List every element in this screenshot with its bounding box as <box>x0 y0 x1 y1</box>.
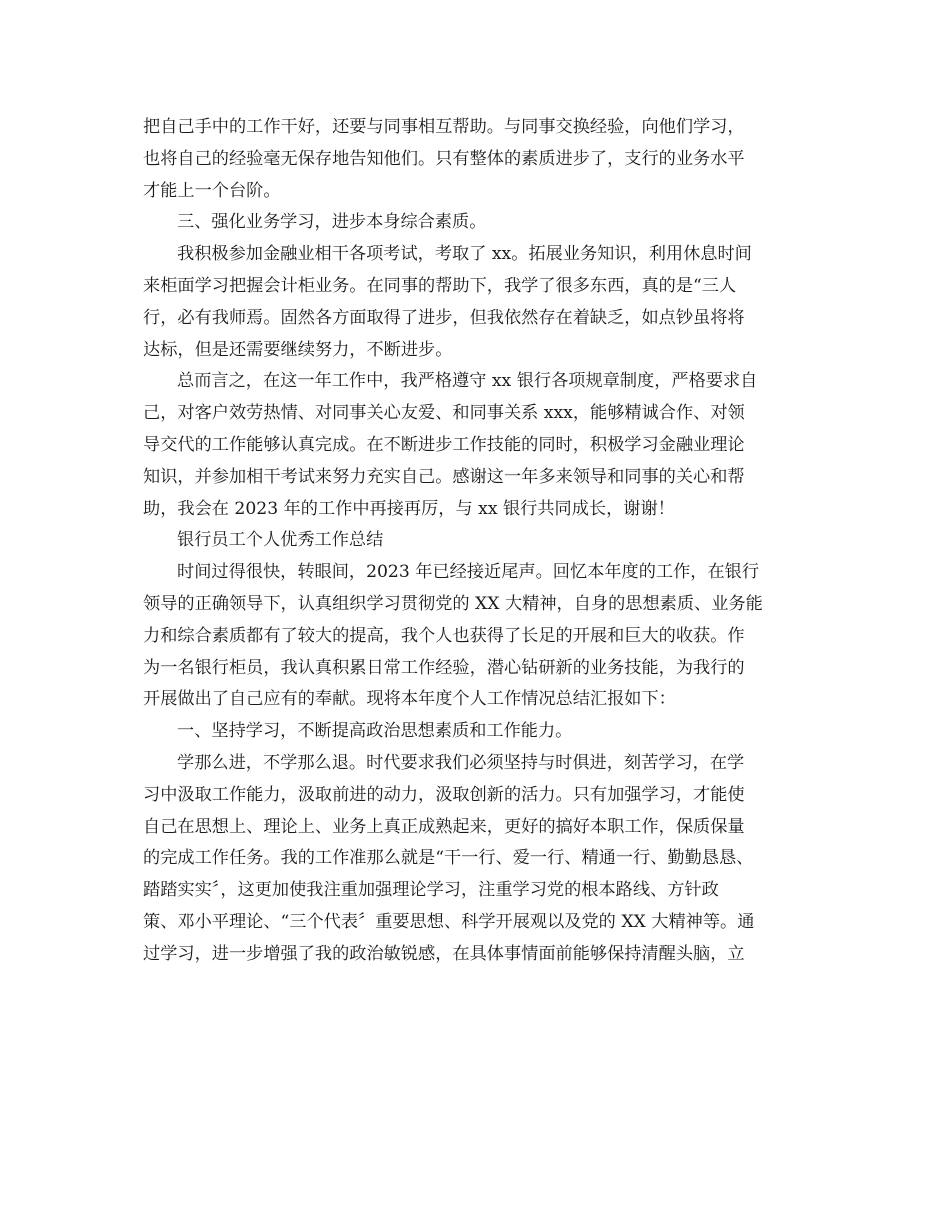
text-line: 开展做出了自己应有的奉献。现将本年度个人工作情况总结汇报如下： <box>143 689 676 710</box>
text-line: 自己在思想上、理论上、业务上真正成熟起来，更好的搞好本职工作，保质保量 <box>143 816 745 837</box>
text-line: 把自己手中的工作干好，还要与同事相互帮助。与同事交换经验，向他们学习， <box>143 117 745 137</box>
text-line: 踏踏实实〞，这更加使我注重加强理论学习，注重学习党的根本路线、方针政 <box>143 880 719 901</box>
text-line: 领导的正确领导下，认真组织学习贯彻党的 XX 大精神，自身的思想素质、业务能 <box>143 593 763 614</box>
text-line: 三、强化业务学习，进步本身综合素质。 <box>177 212 487 233</box>
text-line: 来柜面学习把握会计柜业务。在同事的帮助下，我学了很多东西，真的是“三人 <box>143 275 737 296</box>
text-line: 一、坚持学习，不断提高政治思想素质和工作能力。 <box>177 721 573 742</box>
text-line: 导交代的工作能够认真完成。在不断进步工作技能的同时，积极学习金融业理论 <box>143 434 745 455</box>
text-line: 为一名银行柜员，我认真积累日常工作经验，潜心钻研新的业务技能，为我行的 <box>143 657 745 678</box>
text-line: 力和综合素质都有了较大的提高，我个人也获得了长足的开展和巨大的收获。作 <box>143 625 745 646</box>
text-line: 过学习，进一步增强了我的政治敏锐感，在具体事情面前能够保持清醒头脑，立 <box>143 943 745 964</box>
text-line: 知识，并参加相干考试来努力充实自己。感谢这一年多来领导和同事的关心和帮 <box>143 466 745 487</box>
text-line: 的完成工作任务。我的工作准那么就是“干一行、爱一行、精通一行、勤勤恳恳、 <box>143 848 754 869</box>
text-line: 行，必有我师焉。固然各方面取得了进步，但我依然存在着缺乏，如点钞虽将将 <box>143 307 745 328</box>
text-line: 也将自己的经验毫无保存地告知他们。只有整体的素质进步了，支行的业务水平 <box>143 148 745 169</box>
text-line: 学那么进，不学那么退。时代要求我们必须坚持与时俱进，刻苦学习，在学 <box>177 752 745 773</box>
text-line: 己，对客户效劳热情、对同事关心友爱、和同事关系 xxx，能够精诚合作、对领 <box>143 403 745 424</box>
text-line: 银行员工个人优秀工作总结 <box>177 530 384 551</box>
text-line: 达标，但是还需要继续努力，不断进步。 <box>143 339 453 360</box>
text-line: 时间过得很快，转眼间，2023 年已经接近尾声。回忆本年度的工作，在银行 <box>177 562 760 583</box>
text-line: 才能上一个台阶。 <box>143 180 281 201</box>
text-line: 总而言之，在这一年工作中，我严格遵守 xx 银行各项规章制度，严格要求自 <box>177 371 758 392</box>
text-line: 助，我会在 2023 年的工作中再接再厉，与 xx 银行共同成长，谢谢！ <box>143 498 675 519</box>
text-line: 我积极参加金融业相干各项考试，考取了 xx。拓展业务知识，利用休息时间 <box>177 244 752 265</box>
document-body <box>143 112 807 971</box>
text-line: 策、邓小平理论、“三个代表〞重要思想、科学开展观以及党的 XX 大精神等。通 <box>143 911 755 932</box>
text-line: 习中汲取工作能力，汲取前进的动力，汲取创新的活力。只有加强学习，才能使 <box>143 784 745 805</box>
